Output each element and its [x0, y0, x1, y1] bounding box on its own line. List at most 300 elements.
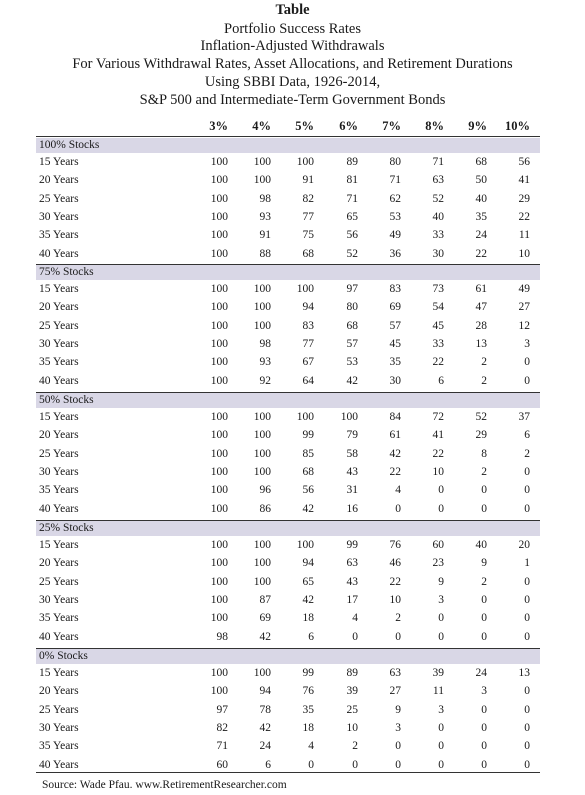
table-cell: 0 — [524, 484, 530, 497]
table-cell: 22 — [475, 247, 487, 260]
table-cell: 23 — [432, 557, 444, 570]
table-cell: 100 — [253, 465, 271, 478]
table-cell: 100 — [253, 447, 271, 460]
row-label: 40 Years — [39, 247, 79, 260]
table-cell: 77 — [302, 337, 314, 350]
table-cell: 42 — [302, 502, 314, 515]
table-cell: 83 — [302, 319, 314, 332]
table-cell: 52 — [475, 411, 487, 423]
table-cell: 10 — [518, 247, 530, 260]
table-row — [36, 629, 540, 645]
table-cell: 3 — [481, 685, 487, 698]
table-cell: 100 — [210, 539, 228, 551]
table-cell: 24 — [475, 667, 487, 679]
table-cell: 93 — [259, 210, 271, 223]
row-label: 25 Years — [39, 319, 79, 332]
section-rule — [36, 520, 540, 521]
table-cell: 0 — [438, 630, 444, 643]
table-cell: 84 — [389, 411, 401, 423]
table-cell: 68 — [302, 247, 314, 260]
table-cell: 76 — [302, 685, 314, 698]
table-cell: 1 — [524, 557, 530, 570]
table-cell: 4 — [395, 484, 401, 497]
table-cell: 18 — [302, 721, 314, 734]
table-cell: 11 — [432, 685, 444, 698]
table-cell: 10 — [432, 465, 444, 478]
column-header: 3% — [209, 119, 228, 133]
row-label: 15 Years — [39, 283, 79, 295]
table-cell: 49 — [518, 283, 530, 295]
table-cell: 64 — [302, 374, 314, 387]
table-cell: 86 — [259, 502, 271, 515]
table-cell: 68 — [346, 319, 358, 332]
row-label: 15 Years — [39, 411, 79, 423]
table-cell: 0 — [308, 758, 314, 771]
table-cell: 89 — [346, 156, 358, 168]
section-title: 25% Stocks — [39, 522, 94, 534]
section-header — [36, 649, 540, 664]
table-row — [36, 172, 540, 188]
table-subtitle-3: Using SBBI Data, 1926-2014, — [204, 74, 381, 90]
table-cell: 100 — [210, 319, 228, 332]
table-cell: 41 — [518, 174, 530, 187]
table-cell: 99 — [302, 667, 314, 679]
table-cell: 2 — [481, 374, 487, 387]
table-row — [36, 482, 540, 498]
table-cell: 4 — [308, 740, 314, 753]
table-cell: 100 — [210, 612, 228, 625]
table-cell: 100 — [253, 283, 271, 295]
table-cell: 89 — [346, 667, 358, 679]
table-cell: 49 — [389, 229, 401, 242]
row-label: 15 Years — [39, 667, 79, 679]
table-cell: 62 — [389, 192, 401, 205]
row-label: 30 Years — [39, 721, 79, 734]
table-cell: 29 — [475, 429, 487, 442]
table-title: Portfolio Success Rates — [224, 21, 361, 37]
table-cell: 0 — [524, 593, 530, 606]
table-cell: 100 — [210, 465, 228, 478]
table-cell: 99 — [302, 429, 314, 442]
table-cell: 100 — [210, 447, 228, 460]
row-label: 30 Years — [39, 337, 79, 350]
section-title: 50% Stocks — [39, 394, 94, 406]
table-cell: 27 — [518, 301, 530, 314]
table-row — [36, 738, 540, 754]
table-cell: 100 — [253, 156, 271, 168]
table-cell: 8 — [481, 447, 487, 460]
table-cell: 100 — [296, 283, 314, 295]
row-label: 25 Years — [39, 703, 79, 716]
table-cell: 17 — [346, 593, 358, 606]
table-row — [36, 227, 540, 243]
table-cell: 100 — [210, 301, 228, 314]
table-cell: 100 — [210, 156, 228, 168]
table-cell: 0 — [352, 758, 358, 771]
table-cell: 71 — [389, 174, 401, 187]
table-cell: 100 — [210, 210, 228, 223]
table-cell: 46 — [389, 557, 401, 570]
table-row — [36, 574, 540, 590]
table-cell: 16 — [346, 502, 358, 515]
row-label: 35 Years — [39, 612, 79, 625]
table-cell: 52 — [346, 247, 358, 260]
table-cell: 0 — [438, 502, 444, 515]
section-header — [36, 393, 540, 408]
table-cell: 2 — [481, 575, 487, 588]
table-row — [36, 409, 540, 425]
table-cell: 42 — [259, 630, 271, 643]
table-row — [36, 336, 540, 352]
table-cell: 42 — [302, 593, 314, 606]
table-cell: 24 — [475, 229, 487, 242]
column-header: 8% — [425, 119, 444, 133]
table-cell: 67 — [302, 356, 314, 369]
table-row — [36, 757, 540, 773]
table-cell: 78 — [259, 703, 271, 716]
row-label: 20 Years — [39, 429, 79, 442]
table-cell: 0 — [438, 758, 444, 771]
table-cell: 100 — [253, 319, 271, 332]
section-header — [36, 138, 540, 153]
table-cell: 100 — [296, 539, 314, 551]
table-cell: 18 — [302, 612, 314, 625]
table-cell: 35 — [302, 703, 314, 716]
row-label: 35 Years — [39, 356, 79, 369]
table-cell: 35 — [389, 356, 401, 369]
table-cell: 0 — [481, 703, 487, 716]
table-cell: 28 — [475, 319, 487, 332]
table-cell: 0 — [438, 721, 444, 734]
table-cell: 0 — [524, 703, 530, 716]
table-cell: 58 — [346, 447, 358, 460]
table-cell: 3 — [438, 703, 444, 716]
table-cell: 0 — [395, 630, 401, 643]
row-label: 20 Years — [39, 685, 79, 698]
row-label: 30 Years — [39, 593, 79, 606]
table-cell: 82 — [216, 721, 228, 734]
table-cell: 0 — [481, 630, 487, 643]
row-label: 35 Years — [39, 229, 79, 242]
table-cell: 71 — [346, 192, 358, 205]
table-cell: 100 — [210, 247, 228, 260]
table-cell: 13 — [518, 667, 530, 679]
table-row — [36, 354, 540, 370]
table-cell: 68 — [475, 156, 487, 168]
table-cell: 39 — [432, 667, 444, 679]
table-cell: 40 — [432, 210, 444, 223]
table-heading: Table — [275, 2, 310, 18]
table-cell: 0 — [524, 721, 530, 734]
section-title: 75% Stocks — [39, 266, 94, 278]
table-cell: 40 — [475, 539, 487, 551]
table-cell: 50 — [475, 174, 487, 187]
table-cell: 0 — [481, 612, 487, 625]
table-cell: 100 — [210, 192, 228, 205]
table-cell: 22 — [389, 575, 401, 588]
table-cell: 96 — [259, 484, 271, 497]
table-cell: 0 — [524, 465, 530, 478]
column-header: 9% — [468, 119, 487, 133]
column-header: 5% — [295, 119, 314, 133]
table-row — [36, 720, 540, 736]
table-cell: 72 — [432, 411, 444, 423]
table-cell: 42 — [259, 721, 271, 734]
section-title: 100% Stocks — [39, 139, 100, 151]
table-cell: 61 — [389, 429, 401, 442]
table-cell: 77 — [302, 210, 314, 223]
table-cell: 92 — [259, 374, 271, 387]
table-cell: 45 — [432, 319, 444, 332]
table-cell: 0 — [481, 740, 487, 753]
row-label: 40 Years — [39, 502, 79, 515]
table-cell: 39 — [346, 685, 358, 698]
table-cell: 2 — [352, 740, 358, 753]
table-cell: 100 — [253, 539, 271, 551]
table-cell: 91 — [302, 174, 314, 187]
table-cell: 0 — [352, 630, 358, 643]
table-cell: 9 — [395, 703, 401, 716]
table-cell: 43 — [346, 575, 358, 588]
table-cell: 100 — [340, 411, 358, 423]
table-cell: 100 — [296, 156, 314, 168]
table-cell: 94 — [302, 301, 314, 314]
table-row — [36, 683, 540, 699]
table-cell: 63 — [346, 557, 358, 570]
table-cell: 69 — [389, 301, 401, 314]
table-cell: 83 — [389, 283, 401, 295]
table-cell: 97 — [216, 703, 228, 716]
table-cell: 2 — [395, 612, 401, 625]
section-header — [36, 265, 540, 280]
table-cell: 100 — [253, 301, 271, 314]
table-cell: 6 — [438, 374, 444, 387]
table-cell: 27 — [389, 685, 401, 698]
table-cell: 22 — [432, 447, 444, 460]
row-label: 15 Years — [39, 156, 79, 168]
table-row — [36, 610, 540, 626]
table-cell: 100 — [210, 174, 228, 187]
table-cell: 93 — [259, 356, 271, 369]
table-cell: 100 — [210, 557, 228, 570]
table-cell: 87 — [259, 593, 271, 606]
table-cell: 0 — [524, 758, 530, 771]
row-label: 25 Years — [39, 575, 79, 588]
table-cell: 65 — [302, 575, 314, 588]
section-title: 0% Stocks — [39, 650, 88, 662]
table-cell: 85 — [302, 447, 314, 460]
table-cell: 45 — [389, 337, 401, 350]
header-rule — [36, 136, 540, 137]
table-cell: 35 — [475, 210, 487, 223]
table-cell: 0 — [524, 612, 530, 625]
table-cell: 100 — [210, 337, 228, 350]
table-cell: 6 — [524, 429, 530, 442]
table-row — [36, 373, 540, 389]
table-cell: 0 — [481, 593, 487, 606]
table-cell: 56 — [346, 229, 358, 242]
table-cell: 100 — [210, 229, 228, 242]
table-cell: 88 — [259, 247, 271, 260]
row-label: 20 Years — [39, 301, 79, 314]
table-cell: 100 — [210, 429, 228, 442]
table-cell: 94 — [259, 685, 271, 698]
table-cell: 6 — [265, 758, 271, 771]
table-row — [36, 427, 540, 443]
table-cell: 3 — [395, 721, 401, 734]
column-header: 6% — [339, 119, 358, 133]
row-label: 15 Years — [39, 539, 79, 551]
section-rule — [36, 392, 540, 393]
table-cell: 0 — [395, 758, 401, 771]
table-cell: 68 — [302, 465, 314, 478]
table-cell: 57 — [389, 319, 401, 332]
table-cell: 73 — [432, 283, 444, 295]
table-cell: 80 — [346, 301, 358, 314]
column-header: 4% — [252, 119, 271, 133]
table-cell: 100 — [210, 374, 228, 387]
row-label: 40 Years — [39, 374, 79, 387]
table-cell: 2 — [524, 447, 530, 460]
table-cell: 94 — [302, 557, 314, 570]
row-label: 20 Years — [39, 174, 79, 187]
table-cell: 82 — [302, 192, 314, 205]
table-cell: 53 — [389, 210, 401, 223]
table-cell: 30 — [432, 247, 444, 260]
table-cell: 25 — [346, 703, 358, 716]
table-cell: 76 — [389, 539, 401, 551]
table-cell: 0 — [524, 685, 530, 698]
table-cell: 71 — [216, 740, 228, 753]
table-cell: 40 — [475, 192, 487, 205]
table-cell: 91 — [259, 229, 271, 242]
table-cell: 100 — [296, 411, 314, 423]
table-row — [36, 154, 540, 170]
table-cell: 100 — [210, 575, 228, 588]
row-label: 25 Years — [39, 447, 79, 460]
table-row — [36, 537, 540, 553]
table-cell: 37 — [518, 411, 530, 423]
table-cell: 22 — [432, 356, 444, 369]
table-cell: 0 — [438, 484, 444, 497]
table-cell: 2 — [481, 356, 487, 369]
table-row — [36, 191, 540, 207]
table-cell: 100 — [210, 283, 228, 295]
table-cell: 100 — [253, 174, 271, 187]
table-row — [36, 299, 540, 315]
table-cell: 24 — [259, 740, 271, 753]
row-label: 30 Years — [39, 210, 79, 223]
table-cell: 6 — [308, 630, 314, 643]
table-cell: 4 — [352, 612, 358, 625]
table-cell: 98 — [216, 630, 228, 643]
row-label: 25 Years — [39, 192, 79, 205]
table-row — [36, 665, 540, 681]
table-subtitle-2: For Various Withdrawal Rates, Asset Allocations, and Retirement Durations — [72, 56, 513, 72]
table-cell: 98 — [259, 337, 271, 350]
section-rule — [36, 264, 540, 265]
bottom-rule — [36, 772, 540, 773]
table-cell: 53 — [346, 356, 358, 369]
table-cell: 71 — [432, 156, 444, 168]
table-cell: 75 — [302, 229, 314, 242]
table-row — [36, 702, 540, 718]
table-cell: 0 — [438, 612, 444, 625]
table-cell: 52 — [432, 192, 444, 205]
table-cell: 0 — [395, 502, 401, 515]
table-row — [36, 501, 540, 517]
table-cell: 22 — [389, 465, 401, 478]
table-cell: 69 — [259, 612, 271, 625]
table-cell: 10 — [346, 721, 358, 734]
table-cell: 100 — [210, 685, 228, 698]
table-row — [36, 209, 540, 225]
section-header — [36, 521, 540, 536]
table-cell: 100 — [210, 502, 228, 515]
table-row — [36, 446, 540, 462]
table-cell: 10 — [389, 593, 401, 606]
table-cell: 56 — [302, 484, 314, 497]
table-cell: 47 — [475, 301, 487, 314]
source-note: Source: Wade Pfau. www.RetirementResearcher.com — [42, 779, 287, 791]
table-row — [36, 555, 540, 571]
table-cell: 0 — [524, 502, 530, 515]
table-cell: 56 — [518, 156, 530, 168]
table-cell: 22 — [518, 210, 530, 223]
table-cell: 98 — [259, 192, 271, 205]
table-cell: 100 — [210, 356, 228, 369]
table-row — [36, 464, 540, 480]
row-label: 20 Years — [39, 557, 79, 570]
table-row — [36, 281, 540, 297]
table-cell: 13 — [475, 337, 487, 350]
table-cell: 0 — [524, 356, 530, 369]
table-cell: 42 — [389, 447, 401, 460]
table-cell: 0 — [438, 740, 444, 753]
table-cell: 0 — [524, 374, 530, 387]
row-label: 40 Years — [39, 758, 79, 771]
table-cell: 0 — [481, 721, 487, 734]
column-header-row — [36, 117, 540, 134]
section-rule — [36, 648, 540, 649]
table-cell: 60 — [216, 758, 228, 771]
table-cell: 0 — [481, 758, 487, 771]
row-label: 35 Years — [39, 740, 79, 753]
table-cell: 54 — [432, 301, 444, 314]
table-cell: 20 — [518, 539, 530, 551]
table-cell: 100 — [253, 411, 271, 423]
row-label: 40 Years — [39, 630, 79, 643]
table-cell: 65 — [346, 210, 358, 223]
table-cell: 0 — [481, 502, 487, 515]
table-cell: 29 — [518, 192, 530, 205]
table-cell: 12 — [518, 319, 530, 332]
table-cell: 31 — [346, 484, 358, 497]
table-cell: 57 — [346, 337, 358, 350]
table-cell: 36 — [389, 247, 401, 260]
table-row — [36, 592, 540, 608]
table-cell: 33 — [432, 337, 444, 350]
table-cell: 100 — [253, 667, 271, 679]
table-cell: 97 — [346, 283, 358, 295]
table-cell: 3 — [524, 337, 530, 350]
table-cell: 0 — [524, 575, 530, 588]
column-header: 10% — [505, 119, 530, 133]
table-cell: 100 — [253, 429, 271, 442]
table-cell: 100 — [210, 411, 228, 423]
table-cell: 0 — [524, 630, 530, 643]
table-cell: 80 — [389, 156, 401, 168]
